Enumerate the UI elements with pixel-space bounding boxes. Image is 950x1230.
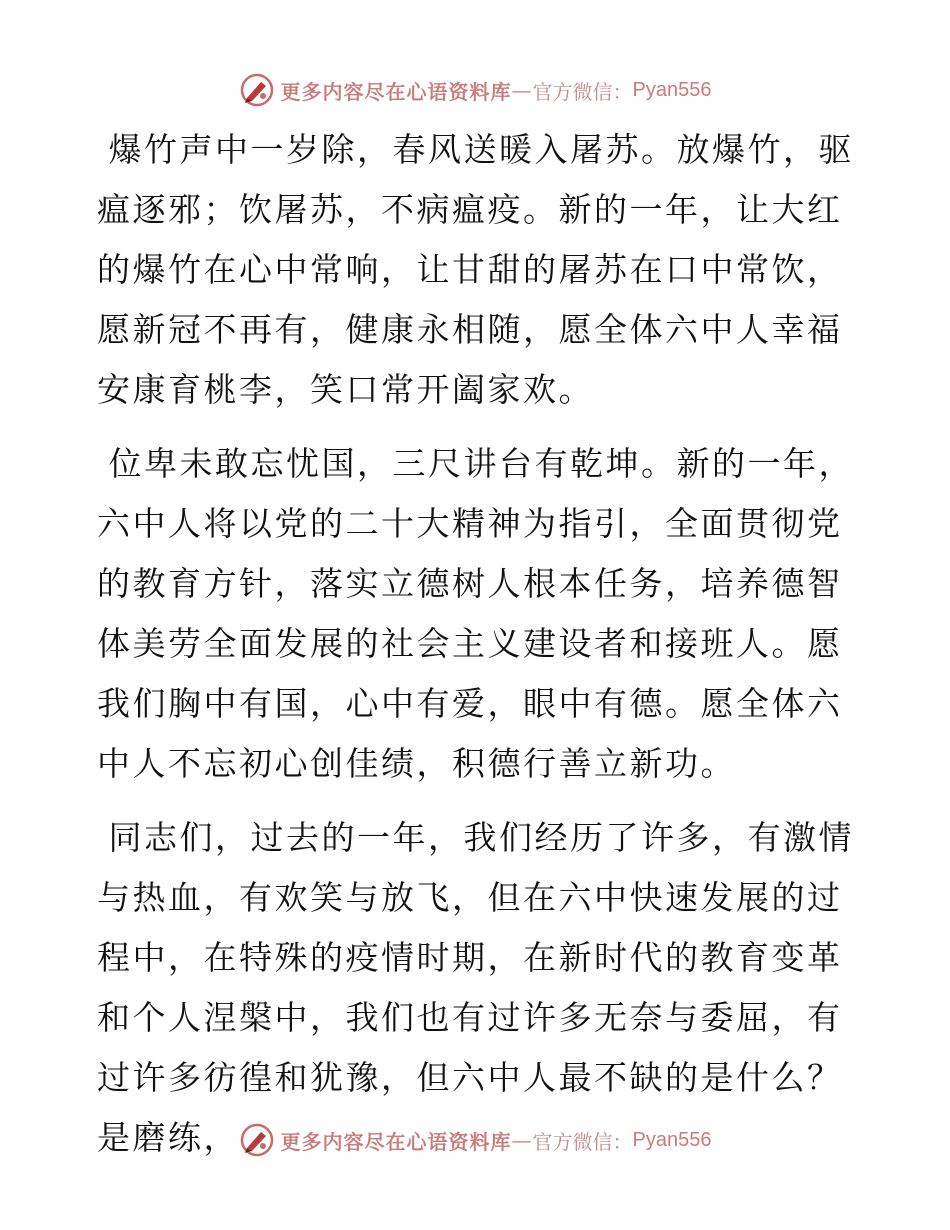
- document-body: [97, 120, 857, 1182]
- banner-dash: —: [511, 1128, 533, 1152]
- paragraph: 同志们，过去的一年，我们经历了许多，有激情与热血，有欢笑与放飞，但在六中快速发展的过程中，在特殊的疫情时期，在新时代的教育变革和个人涅槃中，我们也有过许多无奈与委屈，有过许多彷徨和犹豫，但六中人最不缺的是什么？是磨练，: [97, 818, 855, 1157]
- paragraph: 位卑未敢忘忧国，三尺讲台有乾坤。新的一年，六中人将以党的二十大精神为指引，全面贯彻党的教育方针，落实立德树人根本任务，培养德智体美劳全面发展的社会主义建设者和接班人。愿我们胸中有国，心中有爱，眼中有德。愿全体六中人不忘初心创佳绩，积德行善立新功。: [97, 444, 855, 783]
- banner-wechat-label: 官方微信：: [532, 1129, 633, 1154]
- banner-wechat-id: Pyan556: [632, 78, 712, 101]
- paragraph: 爆竹声中一岁除，春风送暖入屠苏。放爆竹，驱瘟逐邪；饮屠苏，不病瘟疫。新的一年，让大红的爆竹在心中常响，让甘甜的屠苏在口中常饮，愿新冠不再有，健康永相随，愿全体六中人幸福安康育桃李，笑口常开阖家欢。: [97, 130, 855, 409]
- pen-logo-icon: [239, 72, 275, 108]
- banner-wechat-label: 官方微信：: [532, 79, 633, 104]
- banner-wechat-id: Pyan556: [632, 1128, 712, 1151]
- banner-site-text: 更多内容尽在心语资料库: [280, 1129, 512, 1154]
- banner-dash: —: [511, 78, 533, 102]
- pen-logo-icon: [239, 1122, 275, 1158]
- banner-site-text: 更多内容尽在心语资料库: [280, 79, 512, 104]
- header-banner: [0, 70, 950, 110]
- footer-banner: [0, 1120, 950, 1160]
